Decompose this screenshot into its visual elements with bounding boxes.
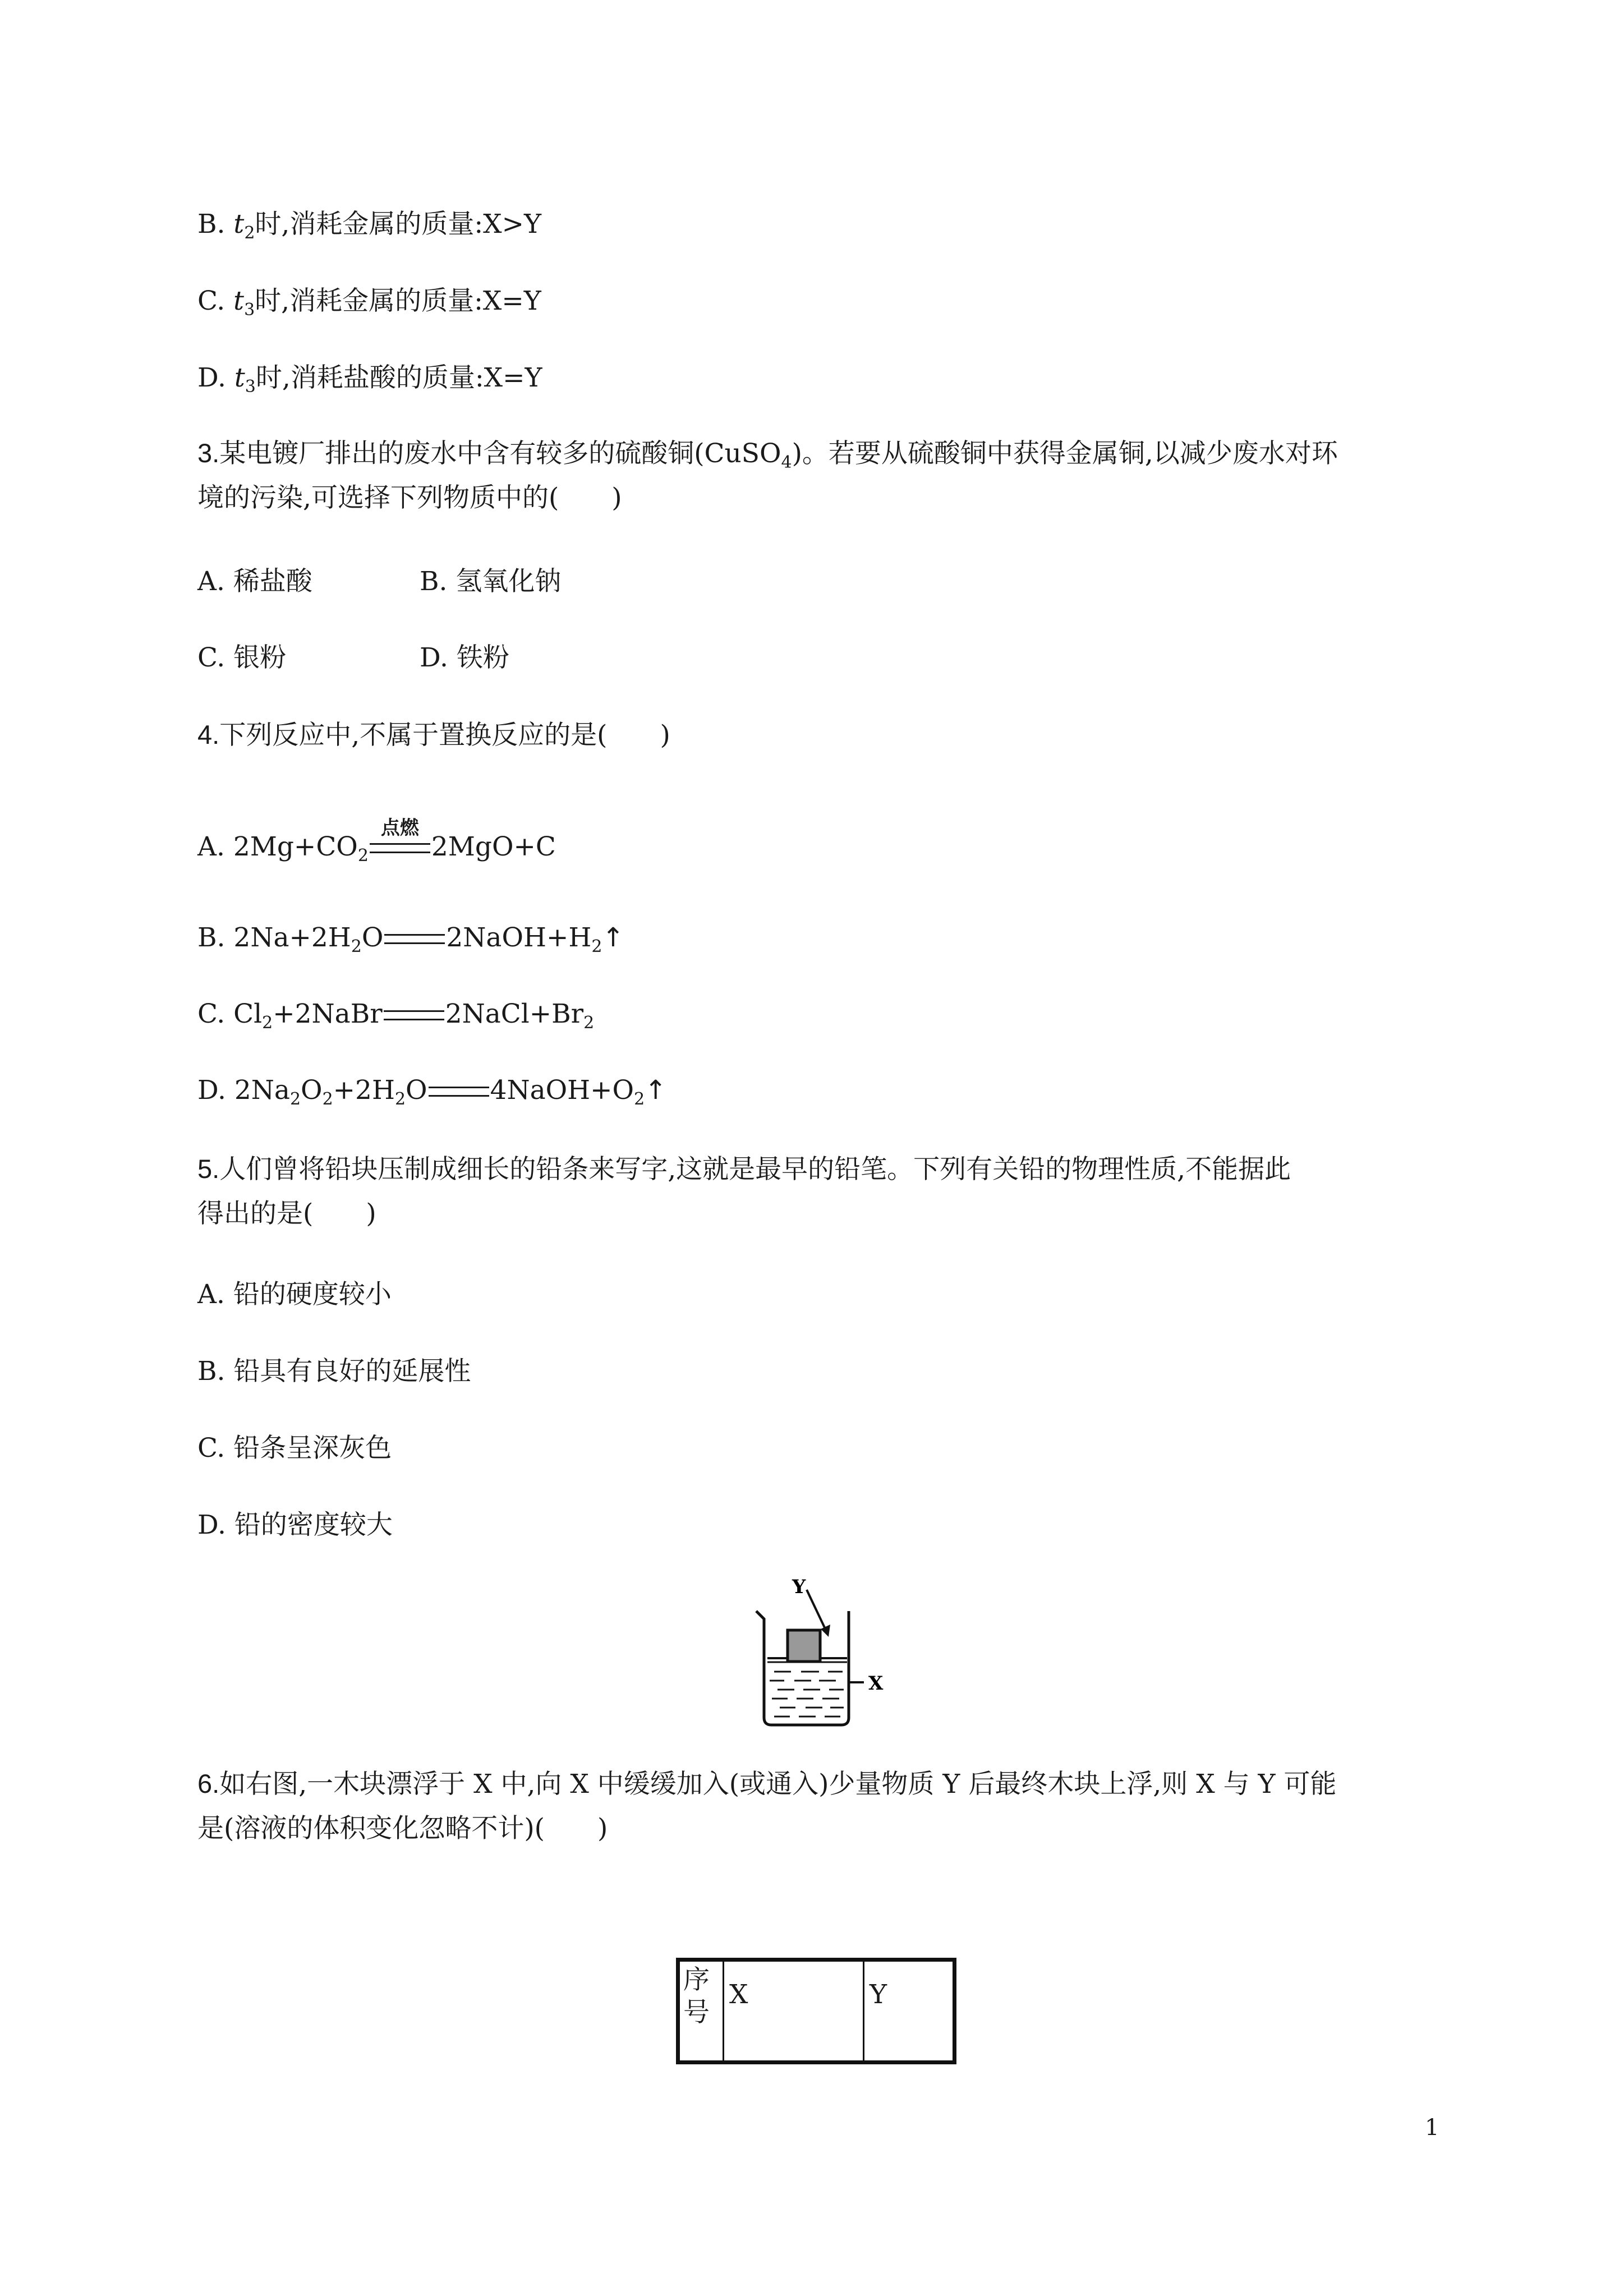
equals-sign-with-condition <box>370 817 430 853</box>
q3-option-c: C. 银粉 <box>197 642 287 673</box>
equals-sign <box>429 1087 489 1097</box>
q2-option-c-sub: 3 <box>244 300 255 320</box>
q2-option-b-prefix: B. <box>197 209 234 240</box>
table-column-divider <box>723 1962 724 2060</box>
q6-stem-line1 <box>197 1767 1337 1801</box>
q4-c-sub1: 2 <box>262 1013 273 1033</box>
figure-label-x: X <box>868 1672 884 1695</box>
q6-number: 6. <box>197 1769 220 1798</box>
q2-option-c-var: t <box>233 286 245 316</box>
liquid-hatching <box>770 1672 844 1717</box>
q3-option-d: D. 铁粉 <box>420 642 509 673</box>
table-header-y: Y <box>869 1979 887 2010</box>
arrow-line <box>807 1590 827 1634</box>
q3-stem-line2: 境的污染,可选择下列物质中的( ) <box>197 482 622 513</box>
q4-stem-text: 下列反应中,不属于置换反应的是( ) <box>219 720 670 751</box>
q3-option-a: A. 稀盐酸 <box>197 566 312 597</box>
q2-option-c-prefix: C. <box>197 286 234 316</box>
q4-d-part2: O <box>301 1075 323 1106</box>
q2-option-b <box>197 208 541 241</box>
q4-option-b <box>197 921 624 955</box>
q4-c-products: 2NaCl+Br <box>445 999 584 1029</box>
q4-c-part1: C. Cl <box>197 999 263 1029</box>
q6-stem-line2: 是(溶液的体积变化忽略不计)( ) <box>197 1813 608 1844</box>
q4-b-part2: O <box>361 922 384 953</box>
q3-stem-part-b: )。若要从硫酸铜中获得金属铜,以减少废水对环 <box>792 438 1338 469</box>
q2-option-d-sub: 3 <box>245 377 256 397</box>
q3-stem-sub: 4 <box>781 453 792 472</box>
q4-option-c <box>197 997 594 1031</box>
q4-option-a <box>197 817 556 866</box>
q4-b-part1: B. 2Na+2H <box>197 922 351 953</box>
q2-option-b-text: 时,消耗金属的质量:X>Y <box>255 209 542 240</box>
table-header-index-a: 序 <box>683 1964 710 1995</box>
q3-option-b: B. 氢氧化钠 <box>420 566 562 597</box>
q4-number: 4. <box>197 720 220 749</box>
q5-option-d: D. 铅的密度较大 <box>197 1510 393 1540</box>
table-header-index-b: 号 <box>683 1997 710 2028</box>
q2-option-b-sub: 2 <box>244 223 255 243</box>
beaker-figure <box>740 1571 909 1733</box>
table-column-divider <box>863 1962 864 2060</box>
q4-d-products: 4NaOH+O <box>490 1075 634 1106</box>
q5-stem-text: 人们曾将铅块压制成细长的铅条来写字,这就是最早的铅笔。下列有关铅的物理性质,不能据此 <box>219 1154 1291 1185</box>
arrow-head-icon <box>821 1625 830 1637</box>
q2-option-d-var: t <box>234 362 245 393</box>
q4-d-sub1: 2 <box>289 1089 301 1109</box>
q4-d-sub3: 2 <box>394 1089 406 1109</box>
q5-option-b: B. 铅具有良好的延展性 <box>197 1356 471 1387</box>
q4-d-part1: D. 2Na <box>197 1075 290 1106</box>
q4-option-d <box>197 1074 667 1107</box>
figure-label-y: Y <box>792 1576 806 1598</box>
reaction-condition: 点燃 <box>380 817 419 839</box>
q2-option-c <box>197 284 541 318</box>
q4-d-part4: O <box>406 1075 427 1106</box>
q3-stem-part-a: 某电镀厂排出的废水中含有较多的硫酸铜(CuSO <box>219 438 781 469</box>
q4-a-sub: 2 <box>357 846 369 866</box>
q4-a-reactants: A. 2Mg+CO <box>197 831 358 862</box>
page-number: 1 <box>1425 2115 1439 2141</box>
q5-stem-line1 <box>197 1152 1291 1186</box>
equals-sign <box>384 934 445 944</box>
q4-b-products: 2NaOH+H <box>446 922 592 953</box>
q2-option-d-prefix: D. <box>197 362 234 393</box>
q2-option-d-text: 时,消耗盐酸的质量:X=Y <box>255 362 542 393</box>
q5-option-c: C. 铅条呈深灰色 <box>197 1433 392 1464</box>
answer-table <box>676 1958 956 2064</box>
q4-d-sub2: 2 <box>322 1089 333 1109</box>
q4-c-part2: +2NaBr <box>273 999 383 1029</box>
q5-option-a: A. 铅的硬度较小 <box>197 1279 392 1310</box>
q2-option-b-var: t <box>233 209 245 240</box>
gas-arrow-icon: ↑ <box>602 922 624 953</box>
q4-stem <box>197 718 670 752</box>
wooden-block <box>788 1630 820 1662</box>
q4-d-sub4: 2 <box>634 1089 645 1109</box>
q4-c-sub2: 2 <box>583 1013 595 1033</box>
q2-option-d <box>197 361 542 395</box>
q5-stem-line2: 得出的是( ) <box>197 1198 376 1229</box>
q4-b-sub1: 2 <box>351 937 362 956</box>
q4-a-products: 2MgO+C <box>431 831 556 862</box>
q4-d-part3: +2H <box>333 1075 395 1106</box>
equals-sign <box>384 1010 444 1020</box>
q4-b-sub2: 2 <box>591 937 602 956</box>
gas-arrow-icon: ↑ <box>645 1075 667 1106</box>
q3-number: 3. <box>197 438 220 468</box>
table-header-x: X <box>729 1979 748 2010</box>
q2-option-c-text: 时,消耗金属的质量:X=Y <box>255 286 541 316</box>
q3-stem-line1 <box>197 436 1338 471</box>
q6-stem-text: 如右图,一木块漂浮于 X 中,向 X 中缓缓加入(或通入)少量物质 Y 后最终木块上浮,则 X 与 Y 可能 <box>219 1769 1337 1800</box>
q5-number: 5. <box>197 1154 220 1184</box>
